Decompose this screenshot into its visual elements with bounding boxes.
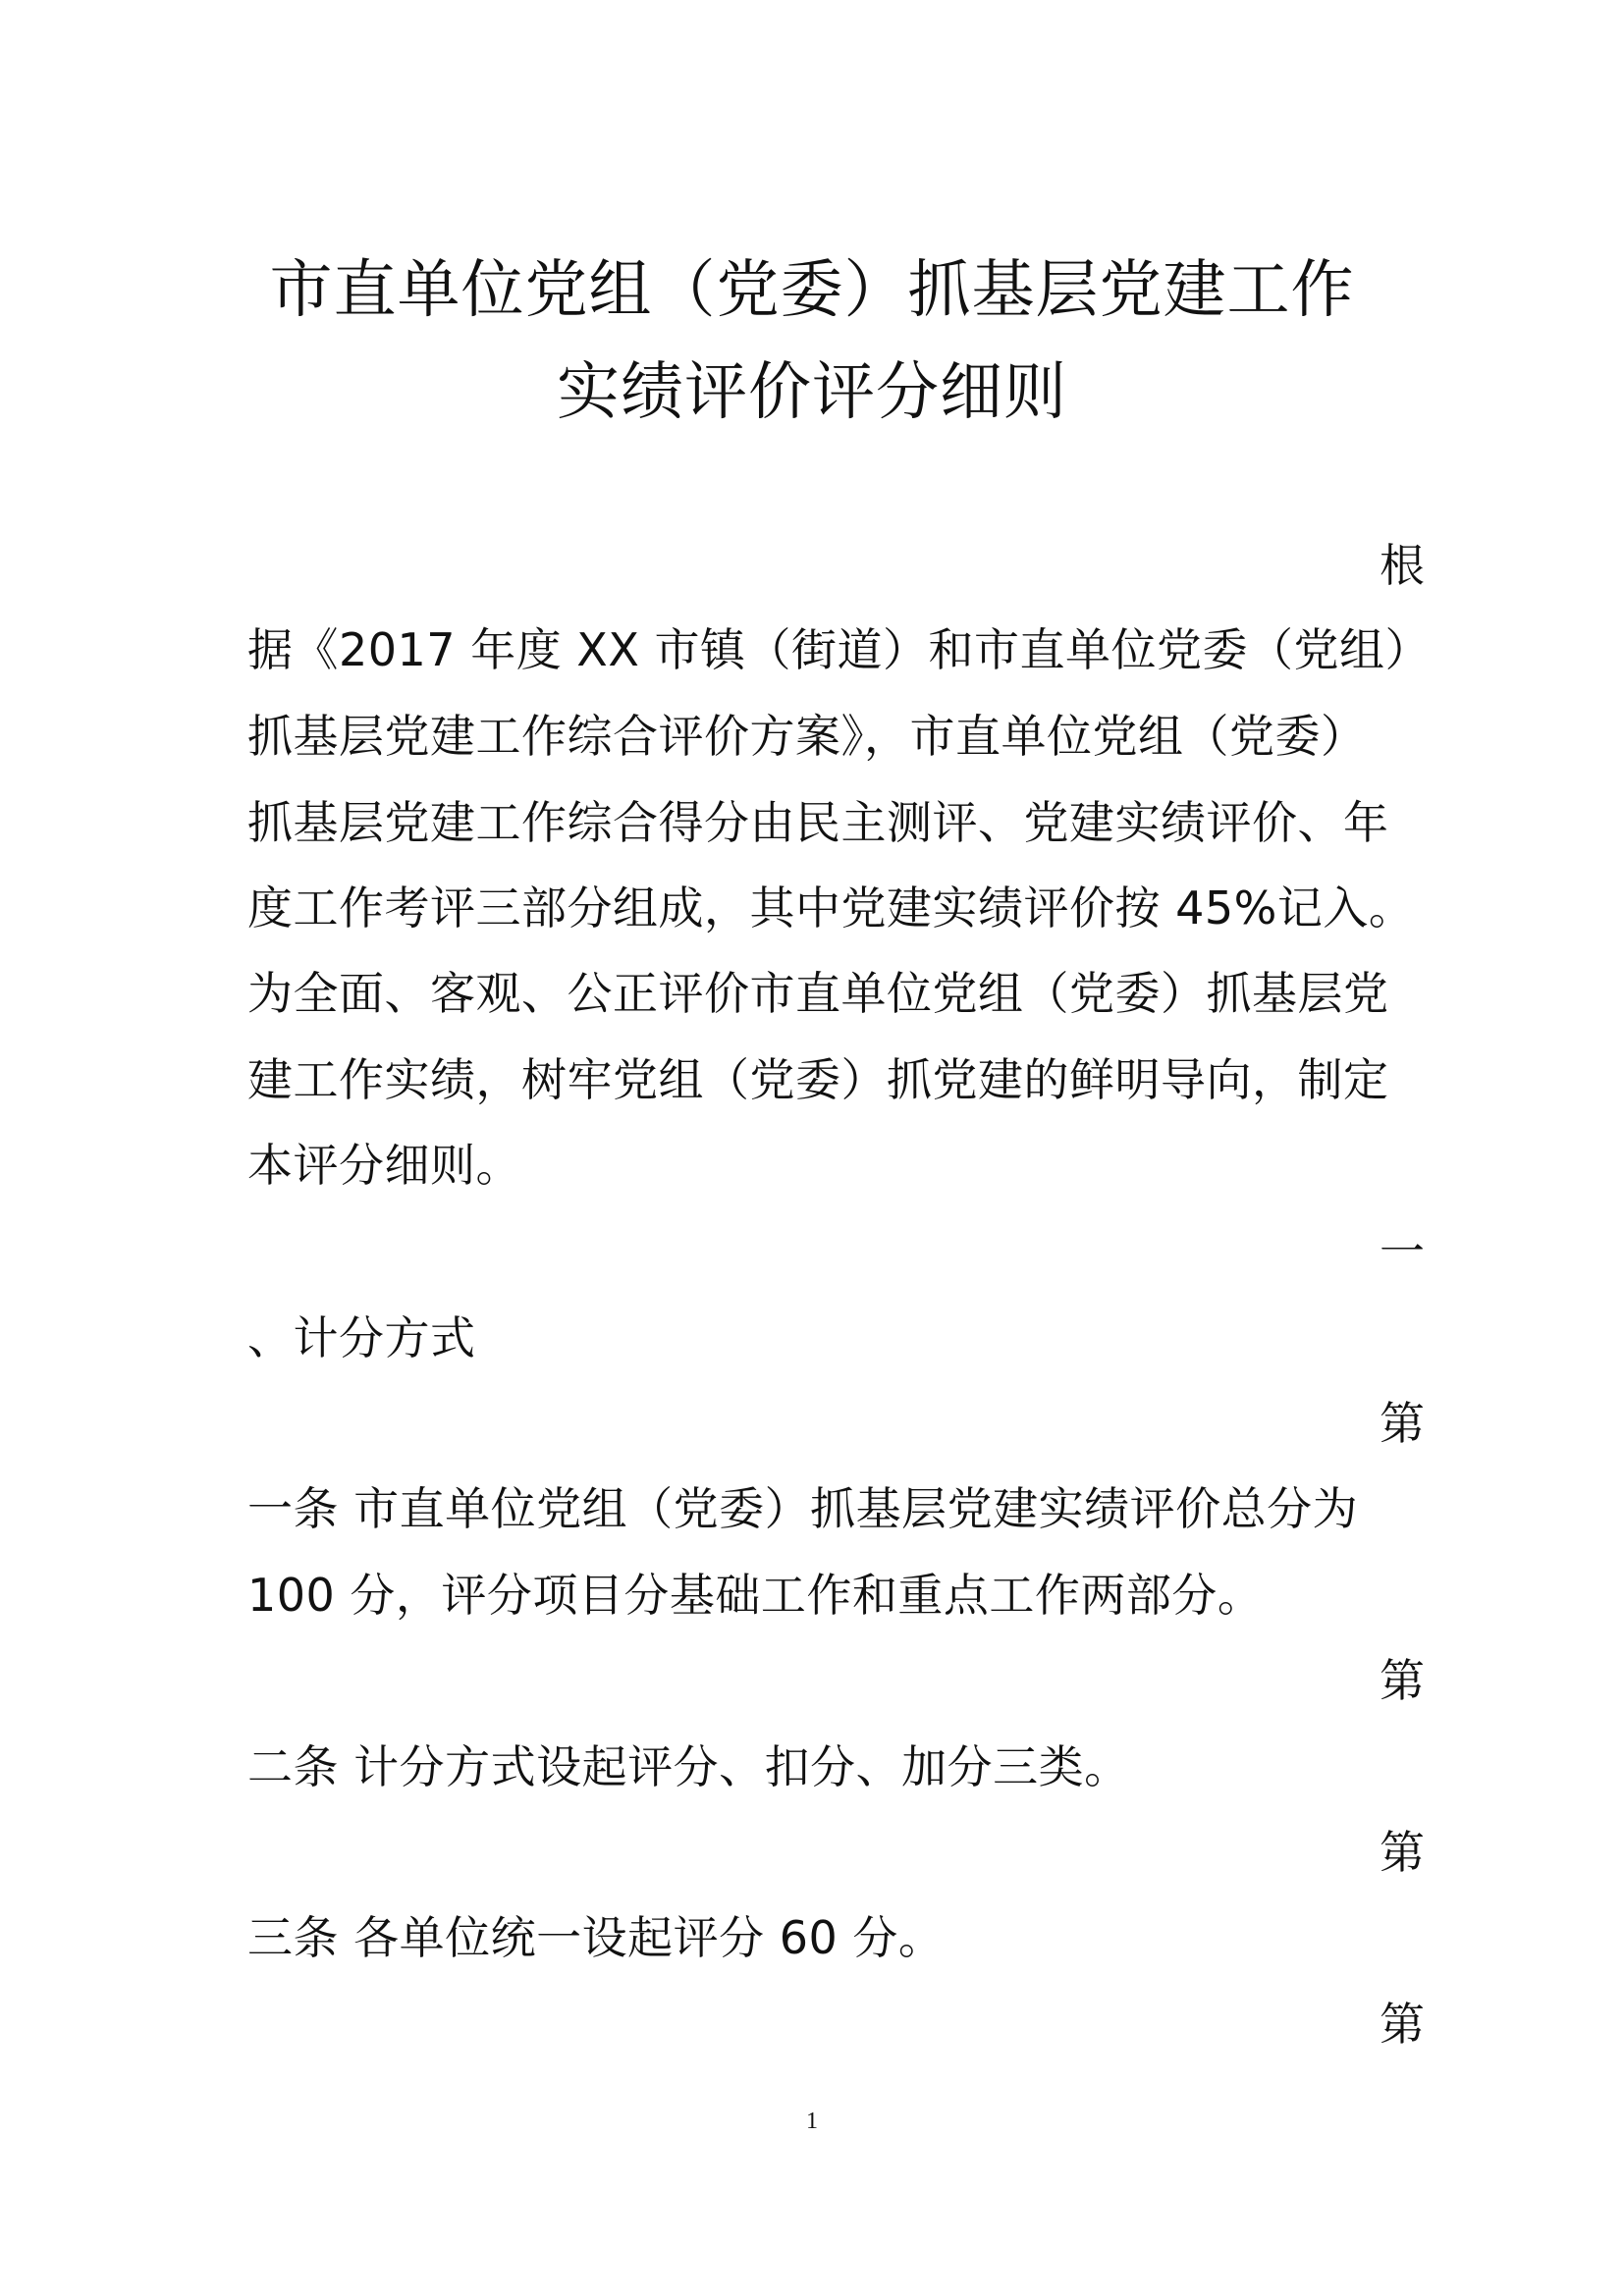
article-2-start-char: 第 [1380,1654,1425,1707]
section-1-start-char: 一 [1380,1225,1425,1278]
page-number: 1 [806,2109,818,2134]
intro-line-4: 度工作考评三部分组成，其中党建实绩评价按 45%记入。 [247,881,1415,934]
intro-line-6: 建工作实绩，树牢党组（党委）抓党建的鲜明导向，制定 [247,1053,1389,1106]
article-3-line-1: 三条 各单位统一设起评分 60 分。 [247,1911,945,1964]
article-4-start-char: 第 [1380,1998,1425,2051]
article-1-start-char: 第 [1380,1397,1425,1450]
intro-line-5: 为全面、客观、公正评价市直单位党组（党委）抓基层党 [247,967,1389,1020]
document-title-line-2: 实绩评价评分细则 [557,356,1067,429]
article-1-line-1: 一条 市直单位党组（党委）抓基层党建实绩评价总分为 [247,1482,1359,1535]
intro-line-2: 抓基层党建工作综合评价方案》，市直单位党组（党委） [247,710,1367,763]
intro-line-7: 本评分细则。 [247,1139,521,1192]
intro-start-char: 根 [1380,539,1425,592]
document-title-line-1: 市直单位党组（党委）抓基层党建工作 [269,254,1355,327]
article-1-line-2: 100 分，评分项目分基础工作和重点工作两部分。 [247,1569,1264,1622]
section-1-heading: 、计分方式 [247,1311,476,1364]
intro-line-1: 据《2017 年度 XX 市镇（街道）和市直单位党委（党组） [247,623,1431,676]
intro-line-3: 抓基层党建工作综合得分由民主测评、党建实绩评价、年 [247,796,1389,849]
article-2-line-1: 二条 计分方式设起评分、扣分、加分三类。 [247,1740,1130,1793]
article-3-start-char: 第 [1380,1826,1425,1879]
